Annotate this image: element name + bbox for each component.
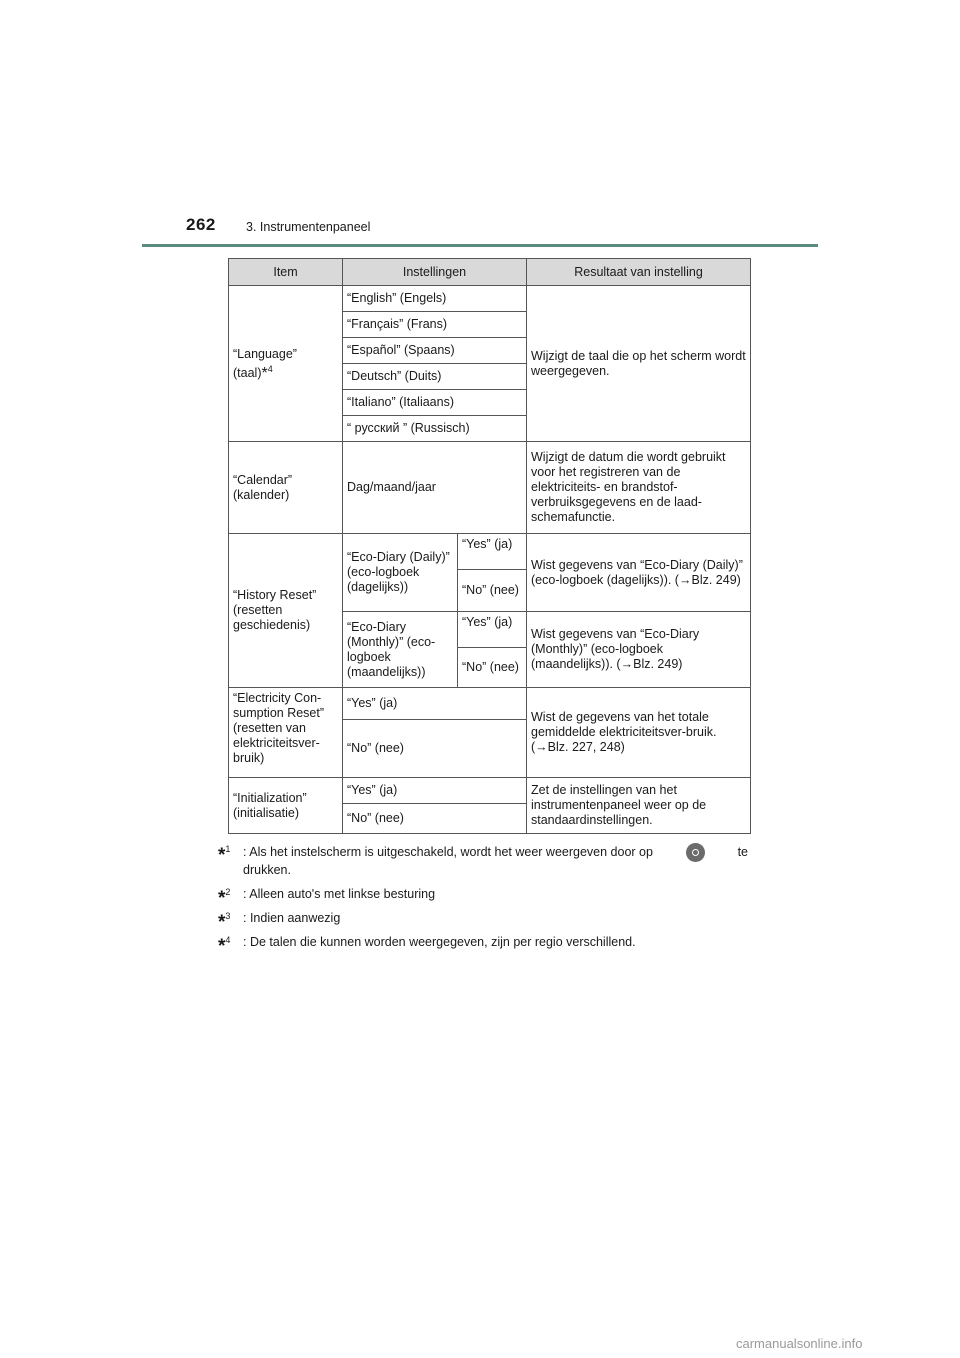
footnote-1-text: : Als het instelscherm is uitgeschakeld, wordt het weer weergeven door op	[243, 845, 653, 859]
table-row	[229, 442, 751, 534]
initialization-item: “Initialization” (initialisatie)	[229, 778, 343, 834]
page-ref-arrow-icon: →	[620, 657, 634, 671]
column-header-result: Resultaat van instelling	[527, 259, 751, 286]
footnote-1-text-te: te	[737, 845, 748, 859]
calendar-item: “Calendar” (kalender)	[229, 442, 343, 534]
history-daily-page-ref: Blz. 249)	[691, 572, 741, 587]
footnote-1-text-end: drukken.	[243, 863, 291, 877]
history-daily-yes: “Yes” (ja)	[458, 534, 527, 570]
electricity-reset-item: “Electricity Con-sumption Reset” (resetten van elektriciteitsver-bruik)	[229, 688, 343, 778]
language-option: “English” (Engels)	[343, 286, 527, 312]
footnote-star-icon: *	[261, 364, 268, 382]
history-daily-result-text: Wist gegevens van “Eco-Diary (Daily)” (eco-logboek (dagelijks)). (	[531, 557, 743, 587]
history-daily-result	[527, 534, 751, 612]
settings-table	[228, 258, 751, 834]
footnote-4	[218, 934, 748, 957]
footnote-3-text: : Indien aanwezig	[243, 911, 341, 925]
page-number: 262	[186, 215, 216, 234]
footnote-star-icon: *	[218, 912, 226, 933]
footnote-mark: *$^1$	[218, 844, 231, 866]
language-option: “Español” (Spaans)	[343, 338, 527, 364]
history-monthly-label: “Eco-Diary (Monthly)” (eco-logboek (maandelijks))	[343, 612, 458, 688]
history-monthly-result	[527, 612, 751, 688]
calendar-result: Wijzigt de datum die wordt gebruikt voor het registreren van de elektriciteits- en brandstof-verbruiksgegevens en de laad-schemafunctie.	[527, 442, 751, 534]
footnote-1	[218, 843, 748, 879]
display-button-icon	[686, 843, 705, 862]
footnote-2	[218, 886, 748, 909]
footnote-star-icon: *	[218, 888, 226, 909]
language-option: “Français” (Frans)	[343, 312, 527, 338]
table-row	[229, 286, 751, 312]
electricity-reset-result	[527, 688, 751, 778]
history-monthly-page-ref: Blz. 249)	[633, 657, 683, 671]
history-monthly-result-text: Wist gegevens van “Eco-Diary (Monthly)” (eco-logboek (maandelijks)). (	[531, 627, 700, 671]
history-monthly-no: “No” (nee)	[458, 648, 527, 688]
initialization-yes: “Yes” (ja)	[343, 778, 527, 804]
calendar-setting: Dag/maand/jaar	[343, 442, 527, 534]
footnote-mark: *$^3$	[218, 911, 231, 933]
history-daily-no: “No” (nee)	[458, 570, 527, 612]
table-row	[229, 778, 751, 804]
footnote-mark: *$^4$	[218, 935, 231, 957]
footnote-star-icon: *	[218, 845, 226, 866]
history-daily-label: “Eco-Diary (Daily)” (eco-logboek (dagelijks))	[343, 534, 458, 612]
language-result: Wijzigt de taal die op het scherm wordt weergegeven.	[527, 286, 751, 442]
language-item-sup: 4	[267, 363, 273, 374]
language-item-cell	[229, 286, 343, 442]
footnote-mark: *$^2$	[218, 887, 231, 909]
footnote-2-text: : Alleen auto's met linkse besturing	[243, 887, 436, 901]
electricity-reset-yes: “Yes” (ja)	[343, 688, 527, 720]
electricity-reset-result-text: Wist de gegevens van het totale gemiddelde elektriciteitsver-bruik. (	[531, 710, 717, 754]
footnote-3	[218, 910, 748, 933]
electricity-reset-page-ref: Blz. 227, 248)	[547, 740, 625, 754]
initialization-no: “No” (nee)	[343, 804, 527, 834]
history-reset-item: “History Reset” (resetten geschiedenis)	[229, 534, 343, 688]
language-option: “Italiano” (Italiaans)	[343, 390, 527, 416]
footnotes	[218, 843, 748, 958]
language-item: “Language” (taal)	[233, 346, 297, 380]
footnote-star-icon: *	[218, 936, 226, 957]
table-row	[229, 534, 751, 570]
page-ref-arrow-icon: →	[678, 572, 692, 587]
header-rule	[142, 244, 818, 247]
column-header-settings: Instellingen	[343, 259, 527, 286]
footnote-4-text: : De talen die kunnen worden weergegeven, zijn per regio verschillend.	[243, 935, 636, 949]
language-option: “ русский ” (Russisch)	[343, 416, 527, 442]
table-header-row	[229, 259, 751, 286]
language-option: “Deutsch” (Duits)	[343, 364, 527, 390]
column-header-item: Item	[229, 259, 343, 286]
section-title: 3. Instrumentenpaneel	[246, 220, 371, 234]
history-monthly-yes: “Yes” (ja)	[458, 612, 527, 648]
watermark: carmanualsonline.info	[736, 1336, 863, 1351]
electricity-reset-no: “No” (nee)	[343, 720, 527, 778]
initialization-result: Zet de instellingen van het instrumentenpaneel weer op de standaardinstellingen.	[527, 778, 751, 834]
page-ref-arrow-icon: →	[535, 740, 548, 754]
table-row	[229, 688, 751, 720]
